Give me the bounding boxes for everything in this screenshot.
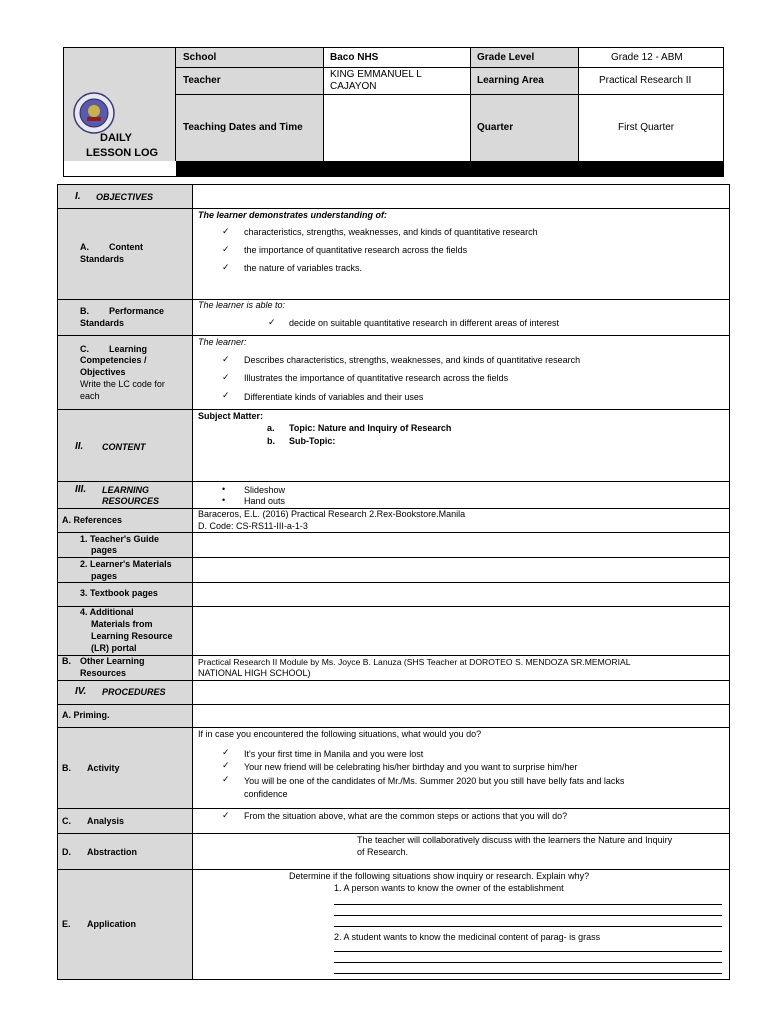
other-resources-letter: B.	[62, 656, 71, 666]
abstraction-line1: The teacher will collaboratively discuss with the learners the Nature and Inquiry	[357, 835, 673, 845]
area-value: Practical Research II	[599, 75, 692, 86]
other-resources-line1: Other Learning	[80, 656, 145, 666]
resources-num: III.	[75, 484, 87, 495]
teacher-value-line2: CAJAYON	[330, 81, 377, 92]
competency-item: Describes characteristics, strengths, weaknesses, and kinds of quantitative research	[244, 355, 581, 365]
header-vline-4	[578, 48, 579, 161]
additional-line4: (LR) portal	[91, 643, 137, 653]
abstraction-letter: D.	[62, 847, 71, 857]
check-icon: ✓	[222, 747, 230, 757]
check-icon: ✓	[222, 774, 230, 784]
header-title-line1: DAILY	[100, 132, 132, 144]
area-label: Learning Area	[477, 75, 544, 86]
activity-item: You will be one of the candidates of Mr./Ms. Summer 2020 but you still have belly fats and lacks	[244, 776, 625, 786]
abstraction-label: Abstraction	[87, 847, 138, 857]
activity-item-continued: confidence	[244, 789, 288, 799]
priming-label: A. Priming.	[62, 710, 110, 720]
competencies-label-line1: Learning	[109, 344, 148, 354]
analysis-letter: C.	[62, 816, 71, 826]
objectives-num: I.	[75, 191, 81, 202]
learners-materials-line1: 2. Learner's Materials	[80, 559, 172, 569]
references-label: A. References	[62, 515, 123, 525]
header-black-bar	[176, 161, 724, 177]
row-line-14	[58, 727, 729, 728]
header-vline-1	[175, 48, 176, 161]
content-standards-letter: A.	[80, 242, 89, 252]
application-letter: E.	[62, 919, 71, 929]
row-line-8	[58, 557, 729, 558]
answer-line	[334, 904, 722, 905]
row-line-16	[58, 833, 729, 834]
bullet-icon: •	[222, 495, 226, 505]
subtopic: Sub-Topic:	[289, 436, 336, 446]
row-line-13	[58, 704, 729, 705]
additional-line1: 4. Additional	[80, 607, 134, 617]
activity-label: Activity	[87, 763, 120, 773]
row-line-11	[58, 655, 729, 656]
application-label: Application	[87, 919, 136, 929]
check-icon: ✓	[222, 354, 230, 364]
performance-letter: B.	[80, 306, 89, 316]
row-line-12	[58, 680, 729, 681]
references-line2: D. Code: CS-RS11-III-a-1-3	[198, 521, 308, 531]
activity-item: Your new friend will be celebrating his/her birthday and you want to surprise him/her	[244, 762, 578, 772]
analysis-item: From the situation above, what are the common steps or actions that you will do?	[244, 811, 568, 821]
row-line-9	[58, 582, 729, 583]
other-resources-value-line2: NATIONAL HIGH SCHOOL)	[198, 668, 311, 678]
header-hline-1	[176, 67, 723, 68]
other-resources-line2: Resources	[80, 668, 127, 678]
grade-label: Grade Level	[477, 52, 535, 63]
competencies-label-line3: Objectives	[80, 367, 126, 377]
school-value: Baco NHS	[330, 52, 379, 63]
teachers-guide-line1: 1. Teacher's Guide	[80, 534, 160, 544]
activity-item: It's your first time in Manila and you were lost	[244, 749, 424, 759]
objectives-label: OBJECTIVES	[96, 192, 154, 202]
label-col-procedures	[58, 680, 192, 979]
resources-label-line2: RESOURCES	[102, 496, 160, 506]
performance-label-line1: Performance	[109, 306, 165, 316]
answer-line	[334, 951, 722, 952]
textbook-pages: 3. Textbook pages	[80, 588, 158, 598]
additional-line3: Learning Resource	[91, 631, 173, 641]
grade-value: Grade 12 - ABM	[611, 52, 683, 63]
subtopic-letter: b.	[267, 436, 275, 446]
competency-item: Differentiate kinds of variables and their uses	[244, 392, 424, 402]
additional-line2: Materials from	[91, 619, 153, 629]
procedures-num: IV.	[75, 686, 87, 697]
header-vline-2	[323, 48, 324, 161]
deped-seal	[73, 92, 115, 134]
answer-line	[334, 926, 722, 927]
check-icon: ✓	[222, 372, 230, 382]
performance-intro: The learner is able to:	[198, 300, 286, 310]
answer-line	[334, 973, 722, 974]
abstraction-line2: of Research.	[357, 847, 409, 857]
row-line-5	[58, 481, 729, 482]
content-num: II.	[75, 441, 84, 452]
teachers-guide-line2: pages	[91, 545, 118, 555]
row-line-1	[58, 208, 729, 209]
activity-letter: B.	[62, 763, 71, 773]
header-hline-2	[176, 94, 723, 95]
check-icon: ✓	[222, 244, 230, 254]
content-standards-label-line2: Standards	[80, 254, 125, 264]
dates-label: Teaching Dates and Time	[183, 122, 303, 133]
header-vline-3	[470, 48, 471, 161]
row-line-4	[58, 409, 729, 410]
quarter-label: Quarter	[477, 122, 514, 133]
row-line-7	[58, 532, 729, 533]
check-icon: ✓	[268, 317, 276, 327]
references-line1: Baraceros, E.L. (2016) Practical Research 2.Rex-Bookstore.Manila	[198, 509, 466, 519]
content-standard-item: characteristics, strengths, weaknesses, and kinds of quantitative research	[244, 227, 538, 237]
competencies-label-line5: each	[80, 391, 100, 401]
content-standard-item: the importance of quantitative research across the fields	[244, 245, 468, 255]
content-standards-label-line1: Content	[109, 242, 143, 252]
competencies-letter: C.	[80, 344, 89, 354]
teacher-value-line1: KING EMMANUEL L	[330, 69, 422, 80]
topic-letter: a.	[267, 423, 275, 433]
performance-item: decide on suitable quantitative research in different areas of interest	[289, 318, 559, 328]
answer-line	[334, 962, 722, 963]
content-label: CONTENT	[102, 442, 146, 452]
other-resources-value-line1: Practical Research II Module by Ms. Joyce B. Lanuza (SHS Teacher at DOROTEO S. MENDOZA SR.MEMORIAL	[198, 657, 631, 667]
teacher-label: Teacher	[183, 75, 221, 86]
resource-bullet: Hand outs	[244, 496, 286, 506]
check-icon: ✓	[222, 390, 230, 400]
check-icon: ✓	[222, 226, 230, 236]
content-standards-intro: The learner demonstrates understanding of:	[198, 210, 388, 220]
subject-matter: Subject Matter:	[198, 411, 264, 421]
competencies-label-line2: Competencies /	[80, 355, 147, 365]
row-line-3	[58, 335, 729, 336]
check-icon: ✓	[222, 760, 230, 770]
application-question-2: 2. A student wants to know the medicinal content of parag- is grass	[334, 932, 601, 942]
header-label-cell-school-teacher	[176, 48, 323, 161]
header-label-cell-grade	[471, 48, 578, 161]
row-line-10	[58, 606, 729, 607]
resources-label-line1: LEARNING	[102, 485, 149, 495]
check-icon: ✓	[222, 262, 230, 272]
row-line-2	[58, 299, 729, 300]
resource-bullet: Slideshow	[244, 485, 286, 495]
content-standard-item: the nature of variables tracks.	[244, 263, 363, 273]
check-icon: ✓	[222, 810, 230, 820]
school-label: School	[183, 52, 217, 63]
topic: Topic: Nature and Inquiry of Research	[289, 423, 452, 433]
application-intro: Determine if the following situations show inquiry or research. Explain why?	[289, 871, 590, 881]
answer-line	[334, 915, 722, 916]
analysis-label: Analysis	[87, 816, 125, 826]
learners-materials-line2: pages	[91, 571, 118, 581]
header-title-line2: LESSON LOG	[86, 147, 159, 159]
row-line-15	[58, 808, 729, 809]
activity-intro: If in case you encountered the following situations, what would you do?	[198, 729, 482, 739]
competency-item: Illustrates the importance of quantitative research across the fields	[244, 373, 509, 383]
procedures-label: PROCEDURES	[102, 687, 166, 697]
quarter-value: First Quarter	[618, 122, 675, 133]
application-question-1: 1. A person wants to know the owner of the establishment	[334, 883, 564, 893]
competencies-intro: The learner:	[198, 337, 247, 347]
bullet-icon: •	[222, 484, 226, 494]
performance-label-line2: Standards	[80, 318, 125, 328]
row-line-17	[58, 869, 729, 870]
competencies-label-line4: Write the LC code for	[80, 379, 165, 389]
